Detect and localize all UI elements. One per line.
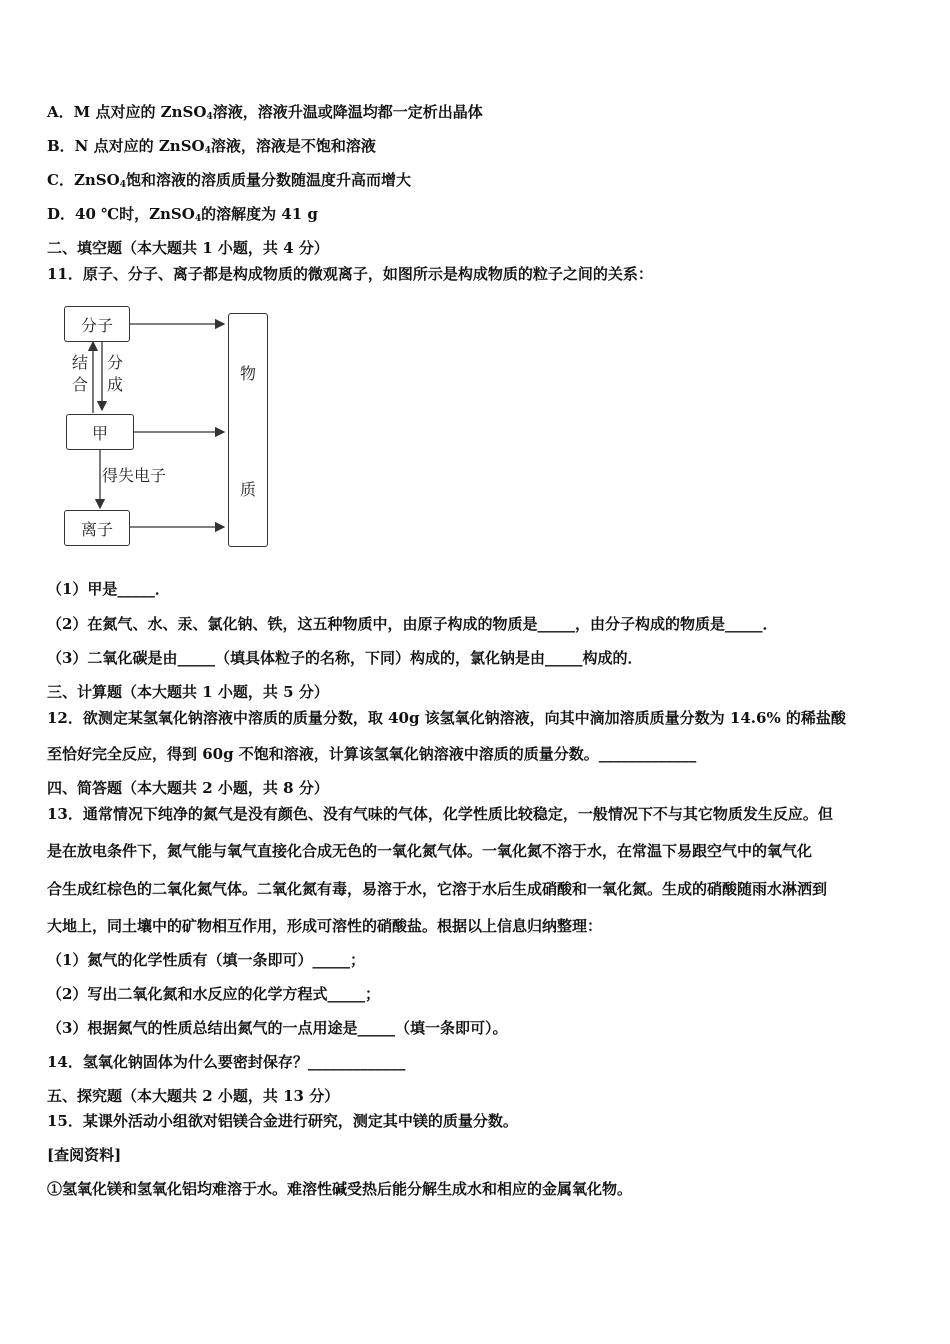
option-c: C．ZnSO$_4$饱和溶液的溶质质量分数随温度升高而增大: [47, 171, 411, 190]
question-13-line-2: 是在放电条件下，氮气能与氧气直接化合成无色的一氧化氮气体。一氧化氮不溶于水，在常温下易跟空气中的氧气化: [47, 842, 813, 860]
question-13-part-3: （3）根据氮气的性质总结出氮气的一点用途是_____（填一条即可）。: [47, 1019, 508, 1037]
question-11-part-1: （1）甲是_____．: [47, 580, 170, 598]
question-13-line-3: 合生成红棕色的二氧化氮气体。二氧化氮有毒，易溶于水，它溶于水后生成硝酸和一氧化氮。生成的硝酸随雨水淋洒到: [47, 880, 828, 898]
question-13-part-1: （1）氮气的化学性质有（填一条即可）_____；: [47, 951, 365, 969]
electron-label: 得失电子: [102, 466, 167, 485]
molecule-box: 分子: [64, 306, 130, 342]
question-13-line-1: 13．通常情况下纯净的氮气是没有颜色、没有气味的气体，化学性质比较稳定，一般情况下不与其它物质发生反应。但: [47, 805, 833, 823]
question-12-line-2: 至恰好完全反应，得到 60g 不饱和溶液，计算该氢氧化钠溶液中溶质的质量分数。_____________: [47, 745, 697, 763]
reference-heading: [查阅资料]: [47, 1146, 122, 1164]
option-d: D．40 ℃时，ZnSO$_4$的溶解度为 41 g: [47, 205, 318, 224]
jia-box: 甲: [66, 414, 134, 450]
question-11-stem: 11．原子、分子、离子都是构成物质的微观离子，如图所示是构成物质的粒子之间的关系：: [47, 265, 653, 283]
question-13-line-4: 大地上，同土壤中的矿物相互作用，形成可溶性的硝酸盐。根据以上信息归纳整理：: [47, 917, 603, 935]
question-11-part-3: （3）二氧化碳是由_____（填具体粒子的名称，下同）构成的，氯化钠是由_____构成的．: [47, 649, 643, 667]
question-14: 14．氢氧化钠固体为什么要密封保存？_____________: [47, 1053, 406, 1071]
combine-label: 结合: [71, 353, 88, 394]
reference-item-1: ①氢氧化镁和氢氧化铝均难溶于水。难溶性碱受热后能分解生成水和相应的金属氧化物。: [47, 1180, 633, 1198]
section-heading-4: 四、简答题（本大题共 2 小题，共 8 分）: [47, 779, 329, 797]
ion-box: 离子: [64, 510, 130, 546]
particle-relationship-diagram: [60, 300, 280, 560]
question-11-part-2: （2）在氮气、水、汞、氯化钠、铁，这五种物质中，由原子构成的物质是_____，由分子构成的物质是_____．: [47, 615, 778, 633]
option-b: B．N 点对应的 ZnSO$_4$溶液，溶液是不饱和溶液: [47, 137, 376, 156]
split-label: 分成: [106, 353, 123, 394]
section-heading-2: 二、填空题（本大题共 1 小题，共 4 分）: [47, 239, 329, 257]
section-heading-5: 五、探究题（本大题共 2 小题，共 13 分）: [47, 1087, 340, 1105]
question-13-part-2: （2）写出二氧化氮和水反应的化学方程式_____；: [47, 985, 380, 1003]
question-12-line-1: 12．欲测定某氢氧化钠溶液中溶质的质量分数，取 40g 该氢氧化钠溶液，向其中滴加溶质质量分数为 14.6% 的稀盐酸: [47, 709, 846, 727]
option-a: A．M 点对应的 ZnSO$_4$溶液，溶液升温或降温均都一定析出晶体: [47, 103, 483, 122]
section-heading-3: 三、计算题（本大题共 1 小题，共 5 分）: [47, 683, 329, 701]
question-15-stem: 15．某课外活动小组欲对铝镁合金进行研究，测定其中镁的质量分数。: [47, 1112, 518, 1130]
substance-box: 物 质: [228, 313, 268, 547]
